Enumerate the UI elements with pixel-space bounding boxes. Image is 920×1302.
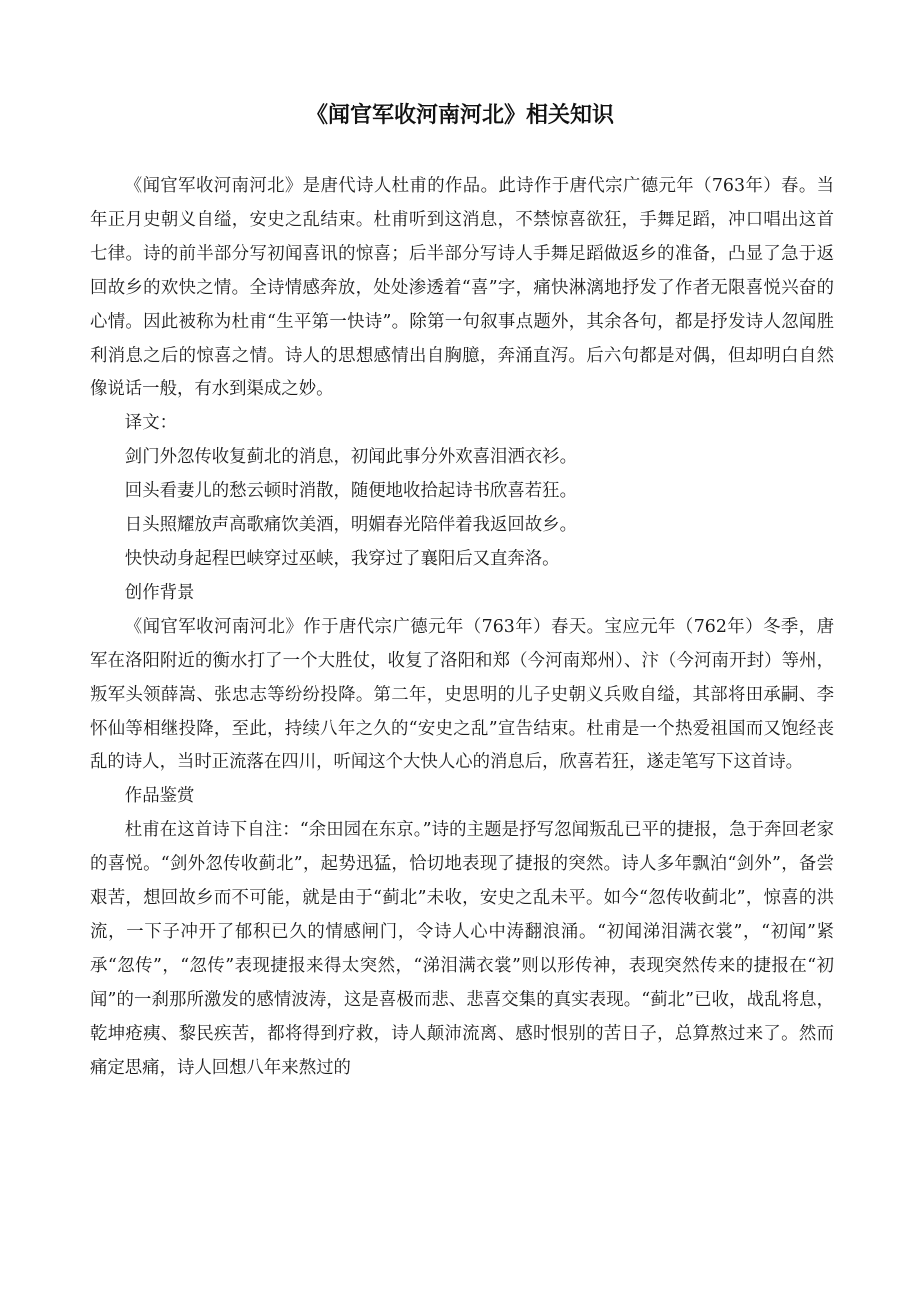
paragraph-appreciation: 杜甫在这首诗下自注：“余田园在东京。”诗的主题是抒写忽闻叛乱已平的捷报，急于奔回老家的喜悦。“剑外忽传收蓟北”，起势迅猛，恰切地表现了捷报的突然。诗人多年飘泊“剑外”，备尝艰苦，想回故乡而不可能，就是由于“蓟北”未收，安史之乱未平。如今“忽传收蓟北”，惊喜的洪流，一下子冲开了郁积已久的情感闸门，令诗人心中涛翻浪涌。“初闻涕泪满衣裳”，“初闻”紧承“忽传”，“忽传”表现捷报来得太突然，“涕泪满衣裳”则以形传神，表现突然传来的捷报在“初闻”的一刹那所激发的感情波涛，这是喜极而悲、悲喜交集的真实表现。“蓟北”已收，战乱将息，乾坤疮痍、黎民疾苦，都将得到疗救，诗人颠沛流离、感时恨别的苦日子，总算熬过来了。然而痛定思痛，诗人回想八年来熬过的 [90, 820, 834, 1078]
heading-background: 创作背景 [124, 582, 195, 603]
document-title: 《闻官军收河南河北》相关知识 [305, 103, 614, 128]
translation-line-2: 回头看妻儿的愁云顿时消散，随便地收拾起诗书欣喜若狂。 [124, 481, 577, 502]
paragraph-background: 《闻官军收河南河北》作于唐代宗广德元年（763年）春天。宝应元年（762年）冬季，唐军在洛阳附近的衡水打了一个大胜仗，收复了洛阳和郑（今河南郑州）、汴（今河南开封）等州，叛军头领薛嵩、张忠志等纷纷投降。第二年，史思明的儿子史朝义兵败自缢，其部将田承嗣、李怀仙等相继投降，至此，持续八年之久的“安史之乱”宣告结束。杜甫是一个热爱祖国而又饱经丧乱的诗人，当时正流落在四川，听闻这个大快人心的消息后，欣喜若狂，遂走笔写下这首诗。 [90, 616, 834, 773]
translation-line-4: 快快动身起程巴峡穿过巫峡，我穿过了襄阳后又直奔洛。 [124, 548, 560, 569]
heading-appreciation: 作品鉴赏 [124, 786, 195, 807]
translation-line-1: 剑门外忽传收复蓟北的消息，初闻此事分外欢喜泪洒衣衫。 [124, 447, 577, 468]
paragraph-intro: 《闻官军收河南河北》是唐代诗人杜甫的作品。此诗作于唐代宗广德元年（763年）春。当年正月史朝义自缢，安史之乱结束。杜甫听到这消息，不禁惊喜欲狂，手舞足蹈，冲口唱出这首七律。诗的前半部分写初闻喜讯的惊喜；后半部分写诗人手舞足蹈做返乡的准备，凸显了急于返回故乡的欢快之情。全诗情感奔放，处处渗透着“喜”字，痛快淋漓地抒发了作者无限喜悦兴奋的心情。因此被称为杜甫“生平第一快诗”。除第一句叙事点题外，其余各句，都是抒发诗人忽闻胜利消息之后的惊喜之情。诗人的思想感情出自胸臆，奔涌直泻。后六句都是对偶，但却明白自然像说话一般，有水到渠成之妙。 [90, 176, 834, 400]
heading-translation: 译文： [124, 413, 177, 434]
document-body [90, 170, 834, 1085]
translation-line-3: 日头照耀放声高歌痛饮美酒，明媚春光陪伴着我返回故乡。 [124, 515, 577, 536]
